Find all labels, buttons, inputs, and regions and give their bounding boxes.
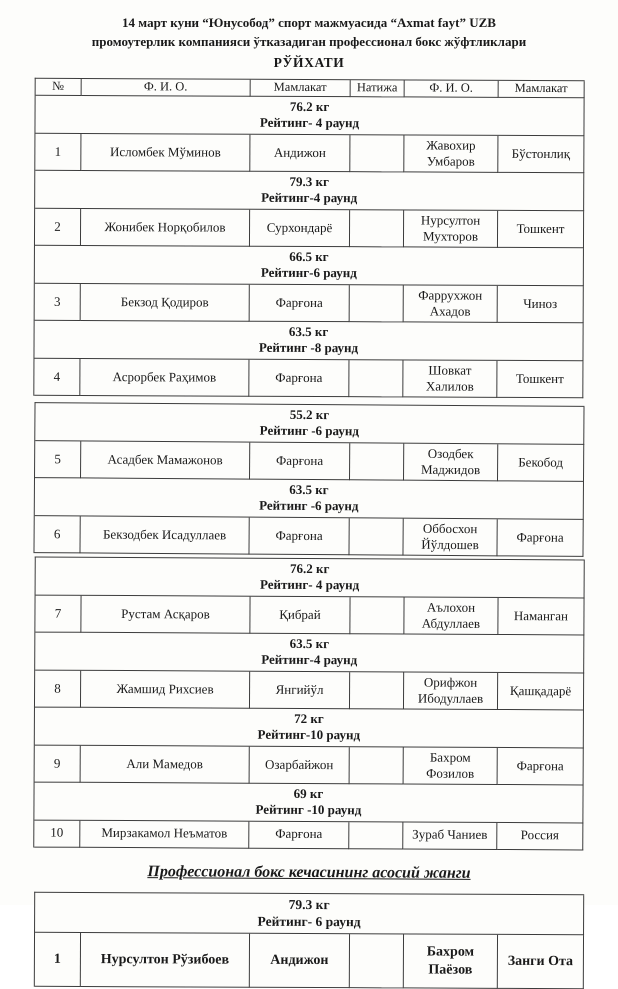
fighter1-region: Андижон [250,134,350,172]
weight-class-header [35,403,584,444]
fighter1-region: Фарғона [249,359,349,397]
title-line-2: промоутерлик компанияси ўтказадиган профессионал бокс жўфтликлари [91,33,527,49]
result-cell [350,210,404,248]
fighter2-name: Нурсултон Мухторов [404,210,498,248]
bout-number: 2 [35,209,81,247]
fighter2-region: Наманган [498,598,584,636]
bout-row [35,595,584,635]
bout-number: 5 [35,441,81,479]
fighter2-name: Орифжон Ибодуллаев [404,672,498,710]
column-header-country-2: Мамлакат [499,81,585,98]
bout-number: 6 [34,516,80,554]
fighter2-region: Бекобод [498,444,584,482]
fighter1-name: Асрорбек Раҳимов [80,359,249,397]
weight-header-row [35,633,584,673]
fighter1-region: Сурхондарё [250,209,350,247]
weight-header-row [36,558,585,598]
fighter1-region: Фарғона [250,284,350,322]
weight-header-row [34,321,583,361]
bout-rating: Рейтинг-4 раунд [261,652,358,668]
result-cell [350,443,404,481]
weight-class-header [35,96,584,136]
main-event-table [34,892,584,989]
fighter2-name: Зураб Чаниев [403,822,497,849]
weight-class-header [36,558,585,598]
weight-class-header [34,783,583,823]
bout-rating: Рейтинг- 4 раунд [259,115,360,131]
bout-row [35,209,584,249]
bout-table-group-2 [33,402,584,557]
bout-table-group-1 [33,78,584,398]
result-cell [350,747,404,785]
column-header-name-2: Ф. И. О. [405,81,499,98]
bout-weight: 79.3 кг [289,174,329,190]
fighter1-name: Али Мамедов [81,746,250,784]
weight-class-header [35,171,584,211]
fighter1-region: Қибрай [250,596,350,634]
bout-rating: Рейтинг-4 раунд [261,190,358,206]
bout-number: 9 [35,745,81,783]
weight-header-row [35,171,584,211]
main-fighter2-name: Бахром Паёзов [404,934,498,988]
fighter2-region: Фарғона [498,748,584,786]
fighter2-name: Аълохон Абдуллаев [404,597,498,635]
column-header-num: № [36,79,82,96]
bout-rating: Рейтинг-6 раунд [260,265,357,281]
main-event-heading: Профессионал бокс кечасининг асосий жанги [147,862,471,882]
main-event-bout-row [35,933,584,989]
fighter2-name: Фаррухжон Ахадов [404,285,498,323]
weight-header-row [35,96,584,136]
bout-weight: 72 кг [294,711,324,727]
bout-number: 3 [35,284,81,322]
fighter2-region: Чиноз [498,286,584,324]
weight-class-header [35,708,584,748]
weight-class-header [34,321,583,361]
fighter1-name: Рустам Асқаров [81,596,250,634]
bout-weight: 76.2 кг [289,99,330,115]
bout-row [35,134,584,174]
weight-class-header [35,633,584,673]
fighter1-region: Фарғона [249,821,349,849]
main-fighter2-region: Занги Ота [498,935,584,989]
weight-header-row [35,478,584,519]
bout-rating: Рейтинг- 4 раунд [259,577,360,593]
main-event-weight-row [35,893,584,935]
title-line-3: РЎЙХАТИ [273,54,345,70]
result-cell [349,822,403,849]
result-cell [350,135,404,173]
bout-number: 7 [35,595,81,633]
result-cell [350,672,404,710]
weight-header-row [34,783,583,823]
fighter1-region: Озарбайжон [250,746,350,784]
main-fighter1-name: Нурсултон Рўзибоев [81,933,250,988]
bout-row [35,284,584,324]
fighter1-name: Мирзакамол Неъматов [80,821,249,849]
bout-number: 8 [35,670,81,708]
fighter1-name: Бекзодбек Исадуллаев [80,516,249,555]
fighter2-region: Бўстонлиқ [498,136,584,174]
bout-row [34,359,583,399]
bout-weight: 76.2 кг [289,561,330,577]
bout-row [35,670,584,710]
weight-header-row [35,246,584,286]
fighter2-region: Россия [497,823,583,850]
fighter1-name: Бекзод Қодиров [81,284,250,322]
bout-weight: 66.5 кг [289,249,329,265]
main-event-weight-header [35,893,584,935]
result-cell [350,285,404,323]
fighter2-name: Оббосхон Йўлдошев [403,518,497,556]
fighter1-name: Исломбек Мўминов [81,134,250,172]
main-bout-number: 1 [35,933,81,987]
result-cell [350,597,404,635]
main-result-cell [350,934,404,988]
fighter1-name: Асадбек Мамажонов [81,441,250,480]
bout-number: 4 [34,359,80,397]
weight-header-row [35,403,584,444]
bout-row [34,820,583,850]
bout-weight: 69 кг [293,786,324,802]
bout-number: 1 [35,134,81,172]
bout-weight: 63.5 кг [289,482,329,498]
fighter2-name: Шовкат Халилов [403,360,497,398]
fighter1-name: Жамшид Рихсиев [81,671,250,709]
bout-table-group-3 [33,557,585,850]
bout-rating: Рейтинг -10 раунд [255,802,362,818]
bout-row [34,516,583,557]
bout-rating: Рейтинг -6 раунд [259,423,360,439]
fighter1-region: Фарғона [250,442,350,480]
bout-rating: Рейтинг -6 раунд [259,498,359,514]
bout-row [35,745,584,785]
bout-number: 10 [34,820,80,847]
result-cell [349,360,403,398]
weight-class-header [35,478,584,519]
fighter1-region: Янгийўл [250,671,350,709]
column-header-result: Натижа [351,80,405,97]
bout-weight: 63.5 кг [289,636,330,652]
weight-class-header [35,246,584,286]
bout-rating: Рейтинг-10 раунд [257,727,361,743]
bout-rating: Рейтинг -8 раунд [258,340,359,356]
fighter2-name: Озодбек Маджидов [404,443,498,481]
fighter1-name: Жонибек Норқобилов [81,209,250,247]
bout-row [35,441,584,482]
main-event-weight: 79.3 кг [288,896,330,912]
column-header-name-1: Ф. И. О. [82,79,251,97]
main-fighter1-region: Андижон [250,933,350,987]
fighter2-region: Фарғона [497,519,583,557]
title-line-1: 14 март куни “Юнусобод” спорт мажмуасида “Axmat fayt” UZB [122,15,496,30]
fighter2-region: Тошкент [497,361,583,399]
weight-header-row [35,708,584,748]
bout-weight: 55.2 кг [289,407,330,423]
fighter1-region: Фарғона [249,517,349,555]
result-cell [349,518,403,556]
fighter2-region: Тошкент [498,211,584,249]
column-header-country-1: Мамлакат [251,80,351,97]
main-event-rating: Рейтинг- 6 раунд [257,913,361,929]
document-title [29,14,589,72]
fighter2-region: Қашқадарё [498,673,584,711]
fighter2-name: Бахром Фозилов [404,747,498,785]
bout-weight: 63.5 кг [288,324,329,340]
fighter2-name: Жавохир Умбаров [404,135,498,173]
